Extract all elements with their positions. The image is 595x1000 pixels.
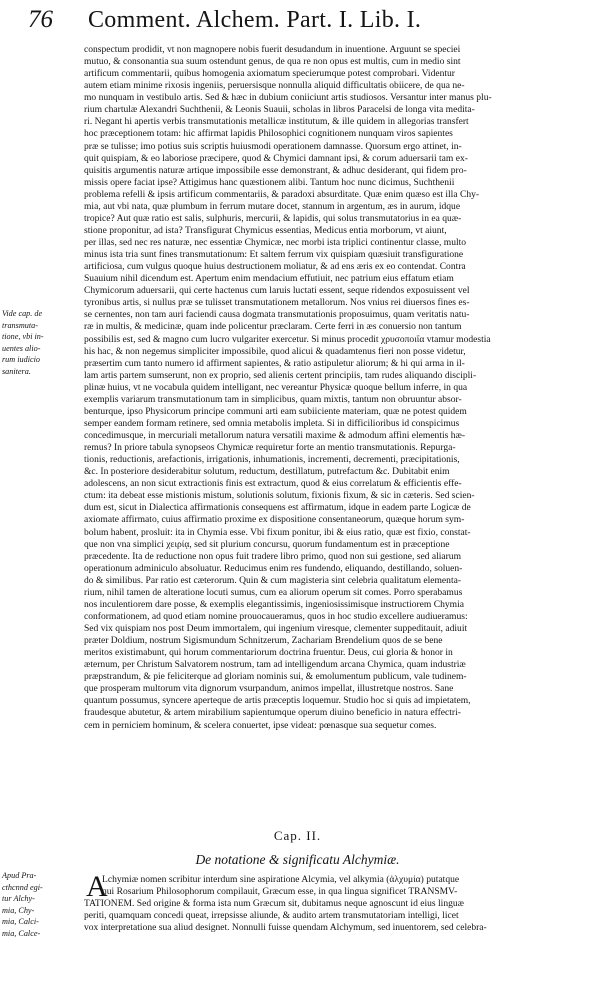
text-line: præpstrandum, & pie feliciterque ad gloriam nominis sui, & emolumentum publicum, vale tudinem- (84, 671, 467, 683)
margin-note-alchymia (2, 870, 80, 939)
text-line: hoc præceptionem totam: hic affirmat lapidis Philosophici cognitionem nunquam viros sapientes (84, 128, 453, 140)
margin-note-line: Apud Pra- (2, 871, 37, 880)
margin-note-line: sanitera. (2, 366, 31, 376)
text-line: exemplis variarum transmutationum tam in simplicibus, quam mixtis, tantum non obruuntur absor- (84, 393, 462, 405)
text-line: his hac, & non negemus simpliciter impossibile, quod alicui & quadamtenus fieri non posse videtur, (84, 345, 466, 357)
text-line: tyronibus artis, si nullus præ se tulisset transmutationem metallorum. Nos vnius rei diuersos fines es- (84, 297, 470, 309)
text-line: problema refelli & ipsis artificum commentariis, & paradoxi absurditate. Quæ enim quæso est illa Chy- (84, 188, 480, 200)
text-line: fraudesque abutetur, & artem mirabilium sapientumque operum diuino beneficio in natura effectri- (84, 707, 461, 719)
text-line: missis opere faciat ipse? Attigimus hanc quæstionem alibi. Tantum hoc nunc dicimus, Suchthenii (84, 176, 455, 188)
text-line: rium chartulæ Alexandri Suchthenii, & Leonis Suauii, scholas in libros Paracelsi de longa vita medita- (84, 104, 475, 116)
text-line: &c. In posteriore desiderabitur solutum, reductum, destillatum, putrefactum &c. Dubitabit enim (84, 466, 450, 478)
margin-note-line: rum iudicio (2, 355, 40, 364)
margin-note-line: tur Alchy- (2, 894, 35, 903)
text-line: semper eandem formam retinere, sed omnia metabolis impleta. Si in difficilioribus id conspicimus (84, 417, 460, 429)
margin-note-line: mia, Calce- (2, 928, 41, 938)
text-line: ræ in multis, & medicinæ, quam inde policentur præclaram. Certe ferri in æs conuersio non tantum (84, 321, 462, 333)
text-line: artificiosa, cum vulgus quoque huius destructionem moliatur, & ad ens æris ex eo contendat. Contra (84, 261, 466, 273)
text-line: Lchymiæ nomen scribitur interdum sine aspiratione Alcymia, vel alkymia (ἀλχυμία) putatque (102, 874, 460, 885)
text-line: vox interpretatione sua aliud designet. Nonnulli fuisse quendam Alchymum, sed inuentorem, sed celebra- (84, 922, 487, 934)
margin-note-line: uentes alio- (2, 343, 41, 353)
text-line: præsertim cum tanto numero id affirment sapientes, & ratio astipuletur aliorum; & hi qui arma in il- (84, 357, 465, 369)
text-line: meritos existimabunt, qui horum commentariorum doctrina fruentur. Deus, cui gloria & honor in (84, 647, 453, 659)
text-line: rium, nihil tamen de alteratione locuti sumus, cum ea aliorum operum sit comes. Porro sperabamus (84, 586, 463, 598)
text-line: plinæ huius, vt ne vocabula quidem intelligant, nec vereantur Physicæ quoque bellum inferre, in qua (84, 381, 468, 393)
margin-note-line: Vide cap. de (2, 309, 43, 318)
text-line: lam artis partem sumserunt, non ex proprio, sed alienis certent principiis, tam rudes aliquando discipli- (84, 369, 477, 381)
text-line: stione proponitur, ad ista? Transfigurat Chymicus essentias, Medicus entia morborum, vt aiunt, (84, 224, 447, 236)
chapter-body-text (84, 870, 584, 934)
text-line: que non vna simplici χειρίᾳ, sed sit plurium concursu, quorum fundamentum est in præceptione (84, 538, 450, 550)
text-line: minus ista tria sunt fines transmutationum: Et saltem ferrum vix quispiam quæsiuit transfiguratione (84, 249, 464, 261)
text-line: præ se tulisse; imo potius suis scriptis huiusmodi operationem damnasse. Quorsum ergo attinet, in- (84, 140, 462, 152)
text-line: TATIONEM. Sed origine & forma ista num Græcum sit, dubitamus neque agnoscunt id eius linguæ (84, 898, 465, 910)
margin-note-line: transmuta- (2, 320, 38, 330)
text-line: ctum: ita debeat esse mistionis mistum, solutionis solutum, fixionis fixum, & sic in cæteris. Sed scien- (84, 490, 475, 502)
text-line: mo nunquam in vestibulo artis. Sed & hæc in dubium coniiciunt artis studiosos. Versantur inter manus plu- (84, 92, 492, 104)
chapter-title: Cap. II. (273, 828, 322, 843)
text-line: periti, quamquam concedi queat, irrepsisse aliunde, & audito artem transmutatoriam intelligi, licet (84, 910, 459, 922)
text-line: axiomate affirmato, cuius affirmatio proxime ex dispositione consentaneorum, quæque horum sym- (84, 514, 465, 526)
text-line: nos inculentiorem dare posse, & exemplis elegantissimis, ingeniosissimisque instructiorem Chymia (84, 598, 464, 610)
text-line: se cernentes, non tam auri faciendi causa dogmata transmutationis proposuimus, quam veritatis natu- (84, 309, 470, 321)
drop-cap-letter: A (86, 870, 108, 903)
text-line: tionis, reductionis, arefactionis, irrigationis, inhumationis, incrementi, decrementi, præcipitationis, (84, 454, 460, 466)
text-line: quantum possumus, syncere aperteque de artis præceptis loquemur. Studio hoc si quis ad impietatem, (84, 695, 471, 707)
margin-note-line: mia, Chy- (2, 905, 35, 915)
text-line: remus? In priore tabula synopseos Chymicæ requiretur forte an mentio transmutationis. Repurga- (84, 442, 456, 454)
text-line: conformationem, ad quod etiam nomine prouocaueramus, quos in hoc studio excellere audiueramus: (84, 610, 468, 622)
text-line: Suauium nihil dicendum est. Apertum enim mendacium effutiuit, nec patrium eius effatum etiam (84, 273, 454, 285)
text-line: que prosperam multorum vita dignorum vsurpandum, animos impellat, illustretque nostros. Sane (84, 683, 454, 695)
text-line: per illas, sed nec res naturæ, nec essentiæ Chymicæ, nec morbi ista triplici continentur classe, multo (84, 237, 467, 248)
text-line: operationum adminiculo absoluatur. Reducimus enim res fundendo, eliquando, destillando, soluen- (84, 562, 463, 574)
text-line: benturque, ipso Physicorum principe communi arti eam subiiciente materiam, quæ ne potest quidem (84, 405, 467, 417)
margin-note-line: tione, vbi in- (2, 332, 44, 341)
text-line: præter Doldium, nostrum Sigismundum Schnitzerum, Zachariam Brendelium quos de se bene (84, 635, 443, 647)
text-line: concedimusque, in mercuriali metallorum natura versatili maxime & admodum affini elementis hæ- (84, 430, 466, 441)
text-line: præcedente. Ita de reductione non opus fuit tradere libro primo, quod non sui gestione, sed aliarum (84, 550, 461, 562)
text-line: bolum habent, prosluit: ita in Chymia esse. Vbi fixum ponitur, ibi & eius ratio, quæ est fixio, constat- (84, 526, 471, 538)
margin-note-line: cthcnnd egi- (2, 882, 43, 892)
text-line: mia, aut vbi nata, quæ plumbum in ferrum mutare docet, stannum in argentum, æs in aurum, idque (84, 200, 461, 212)
text-line: adolescens, an non sicut extractionis finis est extractum, quod & eius correlatum & efficientis effe- (84, 478, 462, 490)
text-line: possibilis est, sed & magno cum lucro vulgariter exercetur. Si minus procedit χρυσοποιΐα vtamur modestia (84, 333, 491, 345)
page-number: 76 (28, 6, 53, 33)
text-line: tropice? Aut quæ ratio est salis, sulphuris, mercurii, & lapidis, qui solus transmutatorius in ea quæ- (84, 212, 462, 224)
running-title: Comment. Alchem. Part. I. Lib. I. (88, 7, 422, 33)
text-line: do & similibus. Par ratio est cæterorum. Quin & cum magisteria sint celebria qualitatum elementa- (84, 574, 462, 586)
chapter-subtitle: De notatione & significatu Alchymiæ. (195, 852, 400, 867)
text-line: dum est, sicut in Dialectica affirmationis consequens est affirmatum, idque in eadem parte Logicæ de (84, 502, 471, 514)
text-line: æternum, per Christum Salvatorem nostrum, tam ad intelligendum arcana Chymica, quam industriæ (84, 659, 466, 671)
margin-note-line: mia, Calci- (2, 917, 39, 926)
margin-note-transmutation (2, 308, 80, 377)
main-body-text (84, 44, 584, 732)
text-line: quit quispiam, & eo laboriose præcipere, quod & Chymici damnant ipsi, & corum aduersarii tam ex- (84, 152, 468, 164)
text-line: ri. Negant hi apertis verbis transmutationis metallicæ institutum, & ille quidem in allegorias transfert (84, 116, 469, 128)
text-line: autem etiam minime rixosis ingeniis, peruersisque nonnulla aliquid difficultatis obiicere, de qua ne- (84, 80, 465, 92)
running-header (28, 6, 568, 42)
text-line: quisitis argumentis naturæ artique impossibile esse demonstrant, & adhuc desiderant, qui fidem pro- (84, 164, 467, 176)
text-line: qui Rosarium Philosophorum compilauit, Græcum esse, in qua lingua significet TRANSMV- (102, 886, 458, 898)
text-line: Chymicorum aduersarii, qui certe hactenus cum laruis luctati essent, seque ridendos exposuissent vel (84, 285, 470, 297)
text-line: cem in perniciem hominum, & scelera conuertet, ipse videat: pœnasque sua sequetur comes. (84, 719, 437, 731)
text-line: artificum commentarii, quibus homogenia axiomatum specierumque potest comprobari. Videntur (84, 68, 455, 80)
text-line: mutuo, & consonantia sua suum ostendunt genus, de qua re non opus est multis, cum in medio sint (84, 56, 461, 68)
text-line: conspectum prodidit, vt non magnopere nobis fuerit desudandum in inuentione. Arguunt se speciei (84, 44, 461, 55)
text-line: Sed vix quispiam nos post Deum immortalem, qui ingenium viresque, clementer suppeditauit, adiuit (84, 623, 468, 634)
